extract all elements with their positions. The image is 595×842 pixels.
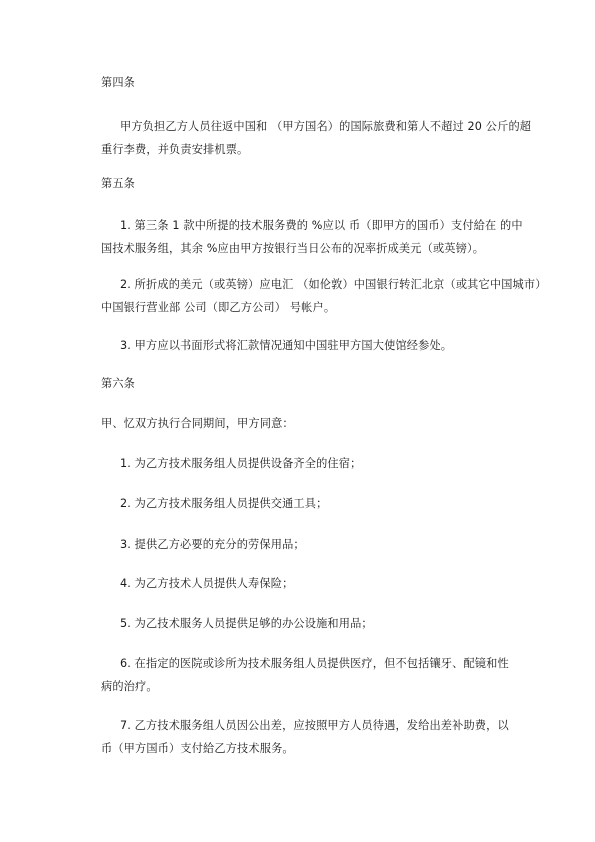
- list-item-line: 5. 为乙技术服务人员提供足够的办公设施和用品；: [120, 617, 373, 630]
- paragraph-line: 甲方负担乙方人员往返中国和 （甲方国名）的国际旅费和第人不超过 20 公斤的超: [120, 120, 532, 133]
- list-item-line: 6. 在指定的医院或诊所为技术服务组人员提供医疗，但不包括镶牙、配镜和性: [120, 657, 509, 670]
- article-4-heading-text: 第四条: [101, 76, 136, 89]
- article-6-item-5: [120, 612, 540, 635]
- article-4-heading: [101, 71, 521, 94]
- article-5-item-1: [120, 214, 540, 237]
- article-5-item-1-cont: [101, 237, 521, 260]
- article-5-item-2-cont: [101, 296, 521, 319]
- list-item-line: 2. 所折成的美元（或英镑）应电汇 （如伦敦）中国银行转汇北京（或其它中国城市）: [120, 278, 547, 291]
- list-item-line: 国技术服务组，其余 %应由甲方按银行当日公布的况率折成美元（或英镑）。: [101, 242, 485, 255]
- list-item-line: 1. 第三条 1 款中所提的技术服务费的 %应以 币（即甲方的国币）支付給在 的中: [120, 219, 523, 232]
- article-5-item-2: [120, 273, 547, 296]
- article-6-intro: [101, 412, 521, 435]
- list-item-line: 病的治疗。: [101, 680, 158, 693]
- paragraph-line: 重行李费，并负责安排机票。: [101, 143, 249, 156]
- list-item-line: 3. 提供乙方必要的充分的劳保用品；: [120, 538, 305, 551]
- list-item-line: 3. 甲方应以书面形式将汇款情况通知中国驻甲方国大使馆经参处。: [120, 339, 453, 352]
- article-4-paragraph-cont: [101, 138, 521, 161]
- paragraph-line: 甲、忆双方执行合同期间，甲方同意：: [101, 417, 294, 430]
- list-item-line: 中国银行营业部 公司（即乙方公司） 号帐户。: [101, 301, 336, 314]
- article-6-heading-text: 第六条: [101, 377, 136, 390]
- article-5-heading-text: 第五条: [101, 177, 136, 190]
- article-6-item-7: [120, 714, 540, 737]
- list-item-line: 7. 乙方技术服务组人员因公出差，应按照甲方人员待遇，发给出差补助费，以: [120, 719, 509, 732]
- article-6-heading: [101, 372, 521, 395]
- article-6-item-6-cont: [101, 675, 521, 698]
- list-item-line: 1. 为乙方技术服务组人员提供设备齐全的住宿；: [120, 457, 362, 470]
- article-6-item-2: [120, 492, 540, 515]
- article-4-paragraph: [120, 115, 540, 138]
- article-6-item-3: [120, 533, 540, 556]
- article-6-item-4: [120, 572, 540, 595]
- list-item-line: 4. 为乙方技术人员提供人寿保险；: [120, 577, 294, 590]
- article-5-item-3: [120, 334, 540, 357]
- list-item-line: 2. 为乙方技术服务组人员提供交通工具；: [120, 497, 328, 510]
- article-6-item-6: [120, 652, 540, 675]
- article-6-item-1: [120, 452, 540, 475]
- list-item-line: 币（甲方国币）支付給乙方技术服务。: [101, 742, 294, 755]
- article-5-heading: [101, 172, 521, 195]
- article-6-item-7-cont: [101, 737, 521, 760]
